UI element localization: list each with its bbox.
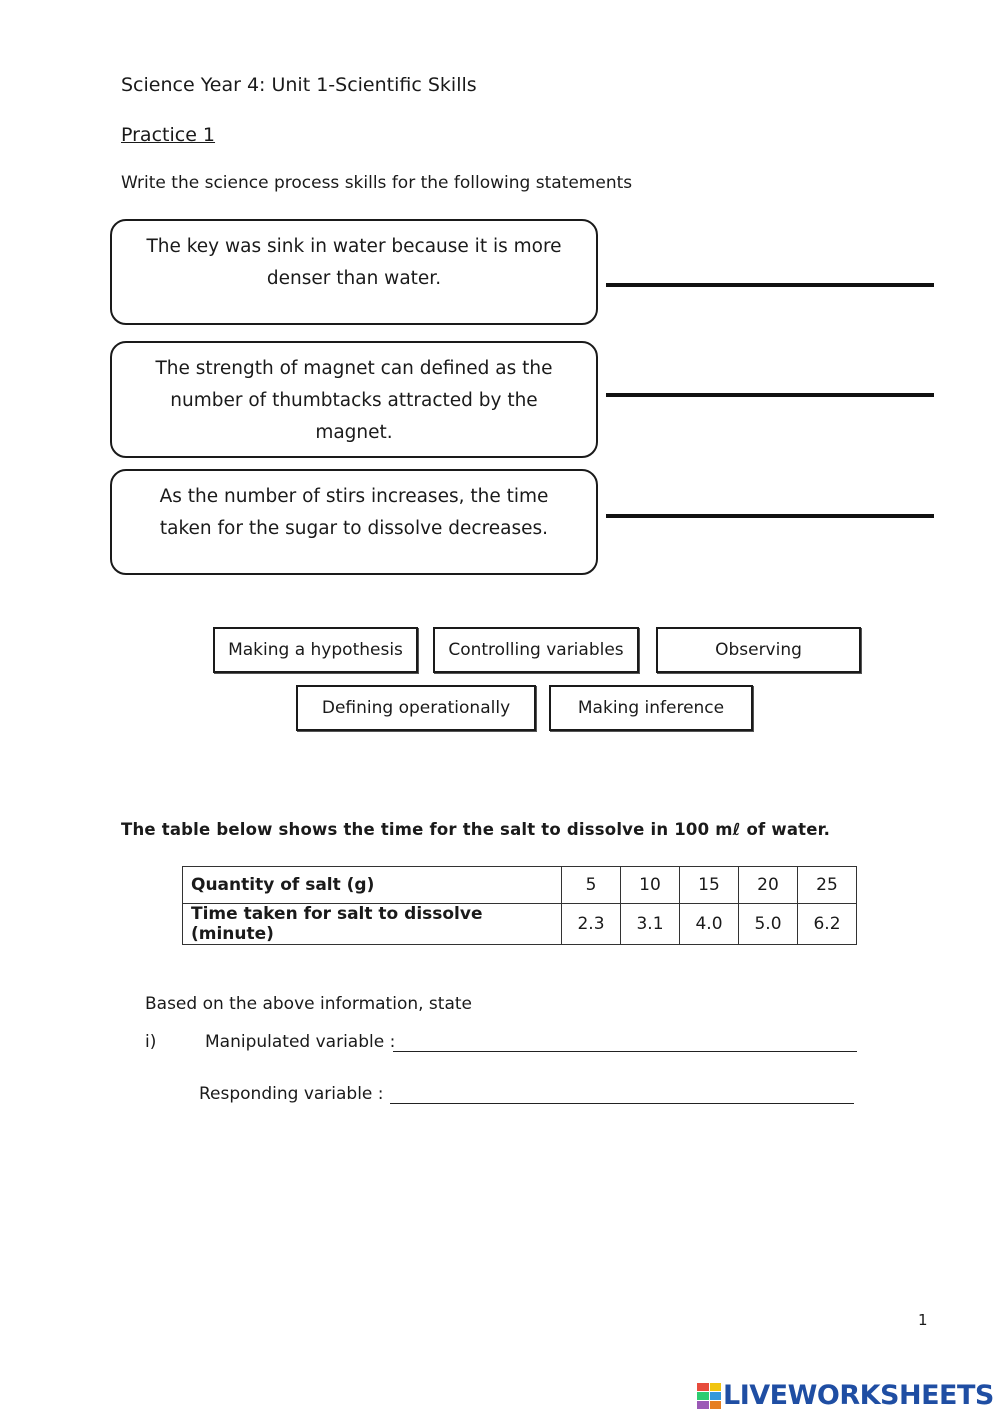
table-cell: 4.0 [680, 904, 739, 945]
table-cell: 5 [562, 867, 621, 904]
liveworksheets-brand[interactable] [697, 1380, 994, 1411]
statement-text: The strength of magnet can defined as the number of thumbtacks attracted by the magnet. [155, 358, 553, 443]
row-label: Quantity of salt (g) [183, 867, 562, 904]
table-row [183, 904, 857, 945]
table-cell: 20 [739, 867, 798, 904]
manipulated-variable-blank[interactable] [393, 1051, 857, 1052]
table-cell: 2.3 [562, 904, 621, 945]
question-number: i) [145, 1032, 157, 1052]
responding-variable-label: Responding variable : [199, 1084, 384, 1104]
liveworksheets-logo-icon [697, 1383, 721, 1409]
option-controlling-variables[interactable]: Controlling variables [433, 627, 639, 673]
table-row [183, 867, 857, 904]
page-number: 1 [918, 1311, 928, 1329]
answer-line-3[interactable] [606, 514, 934, 518]
answer-input-2[interactable] [606, 373, 938, 395]
table-cell: 10 [621, 867, 680, 904]
responding-variable-blank[interactable] [390, 1103, 854, 1104]
statement-box-1 [110, 219, 598, 325]
brand-name: LIVEWORKSHEETS [723, 1380, 994, 1411]
statement-text: The key was sink in water because it is more denser than water. [146, 236, 562, 289]
table-cell: 5.0 [739, 904, 798, 945]
instruction-text: Write the science process skills for the following statements [121, 173, 633, 193]
row-label: Time taken for salt to dissolve (minute) [183, 904, 562, 945]
worksheet-title: Science Year 4: Unit 1-Scientific Skills [121, 74, 477, 96]
statement-box-3 [110, 469, 598, 575]
answer-line-2[interactable] [606, 393, 934, 397]
answer-line-1[interactable] [606, 283, 934, 287]
practice-heading: Practice 1 [121, 124, 216, 146]
table-cell: 15 [680, 867, 739, 904]
option-making-hypothesis[interactable]: Making a hypothesis [213, 627, 418, 673]
answer-input-1[interactable] [606, 263, 938, 285]
salt-table [182, 866, 857, 945]
statement-text: As the number of stirs increases, the time taken for the sugar to dissolve decreases. [159, 486, 549, 539]
table-heading: The table below shows the time for the salt to dissolve in 100 mℓ of water. [121, 820, 831, 839]
table-cell: 6.2 [798, 904, 857, 945]
statement-box-2 [110, 341, 598, 458]
manipulated-variable-label: Manipulated variable : [205, 1032, 396, 1052]
table-cell: 25 [798, 867, 857, 904]
option-making-inference[interactable]: Making inference [549, 685, 753, 731]
option-defining-operationally[interactable]: Defining operationally [296, 685, 536, 731]
answer-input-3[interactable] [606, 494, 938, 516]
question-intro: Based on the above information, state [145, 994, 472, 1014]
table-cell: 3.1 [621, 904, 680, 945]
option-observing[interactable]: Observing [656, 627, 861, 673]
